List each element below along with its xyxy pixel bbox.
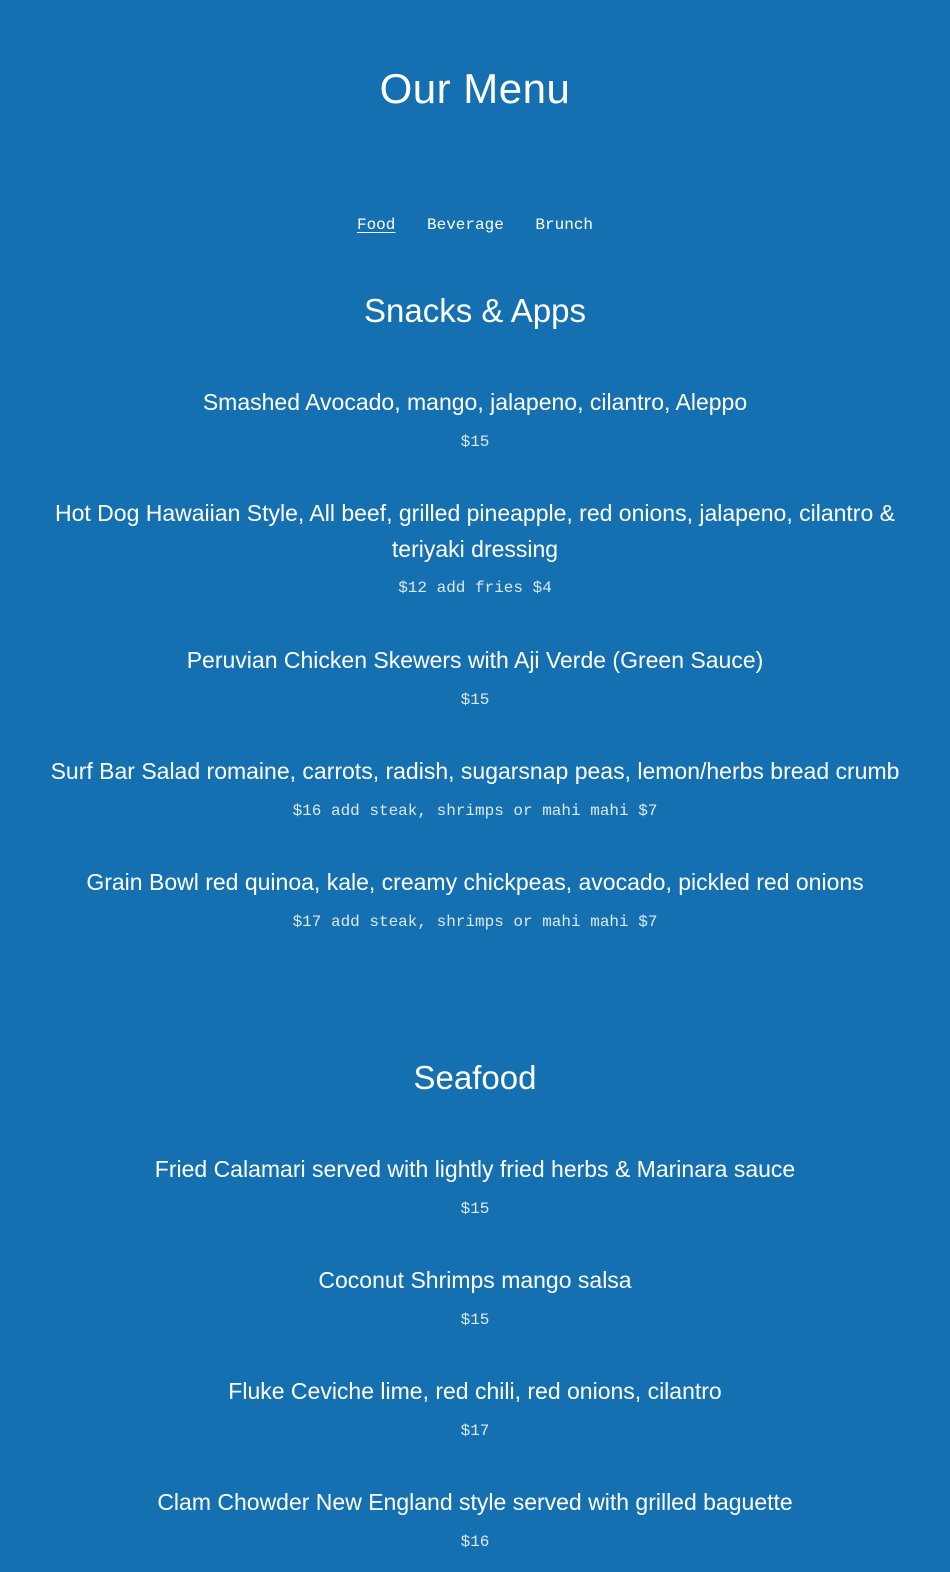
tab-brunch[interactable]: Brunch <box>535 216 594 234</box>
menu-tabs <box>0 214 950 236</box>
menu-item-price: $17 <box>460 1422 490 1440</box>
menu-item-name: Fried Calamari served with lightly fried herbs & Marinara sauce <box>154 1156 796 1182</box>
page-title: Our Menu <box>379 65 571 112</box>
menu-item-name: Hot Dog Hawaiian Style, All beef, grilled pineapple, red onions, jalapeno, cilantro & teriyaki dressing <box>54 500 895 562</box>
section-title-snacks-apps: Snacks & Apps <box>364 292 586 329</box>
menu-item-price: $16 <box>460 1533 490 1551</box>
menu-item-price: $17 add steak, shrimps or mahi mahi $7 <box>292 913 658 931</box>
menu-item-name: Coconut Shrimps mango salsa <box>318 1267 632 1293</box>
menu-item-price: $15 <box>460 433 490 451</box>
menu-item-name: Smashed Avocado, mango, jalapeno, cilantro, Aleppo <box>202 389 748 415</box>
menu-item-price: $15 <box>460 1311 490 1329</box>
menu-item-name: Grain Bowl red quinoa, kale, creamy chickpeas, avocado, pickled red onions <box>86 869 864 895</box>
menu-item-name: Surf Bar Salad romaine, carrots, radish, sugarsnap peas, lemon/herbs bread crumb <box>50 758 900 784</box>
section-title-seafood: Seafood <box>413 1059 537 1096</box>
tab-beverage[interactable]: Beverage <box>426 216 504 234</box>
menu-item-name: Clam Chowder New England style served with grilled baguette <box>157 1489 793 1515</box>
menu-item-price: $15 <box>460 1200 490 1218</box>
tab-food[interactable]: Food <box>356 216 396 234</box>
menu-item-name: Fluke Ceviche lime, red chili, red onions, cilantro <box>228 1378 722 1404</box>
menu-item-price: $15 <box>460 691 490 709</box>
menu-item-name: Peruvian Chicken Skewers with Aji Verde (Green Sauce) <box>186 647 764 673</box>
menu-item-price: $12 add fries $4 <box>398 579 552 597</box>
menu-item-price: $16 add steak, shrimps or mahi mahi $7 <box>292 802 658 820</box>
